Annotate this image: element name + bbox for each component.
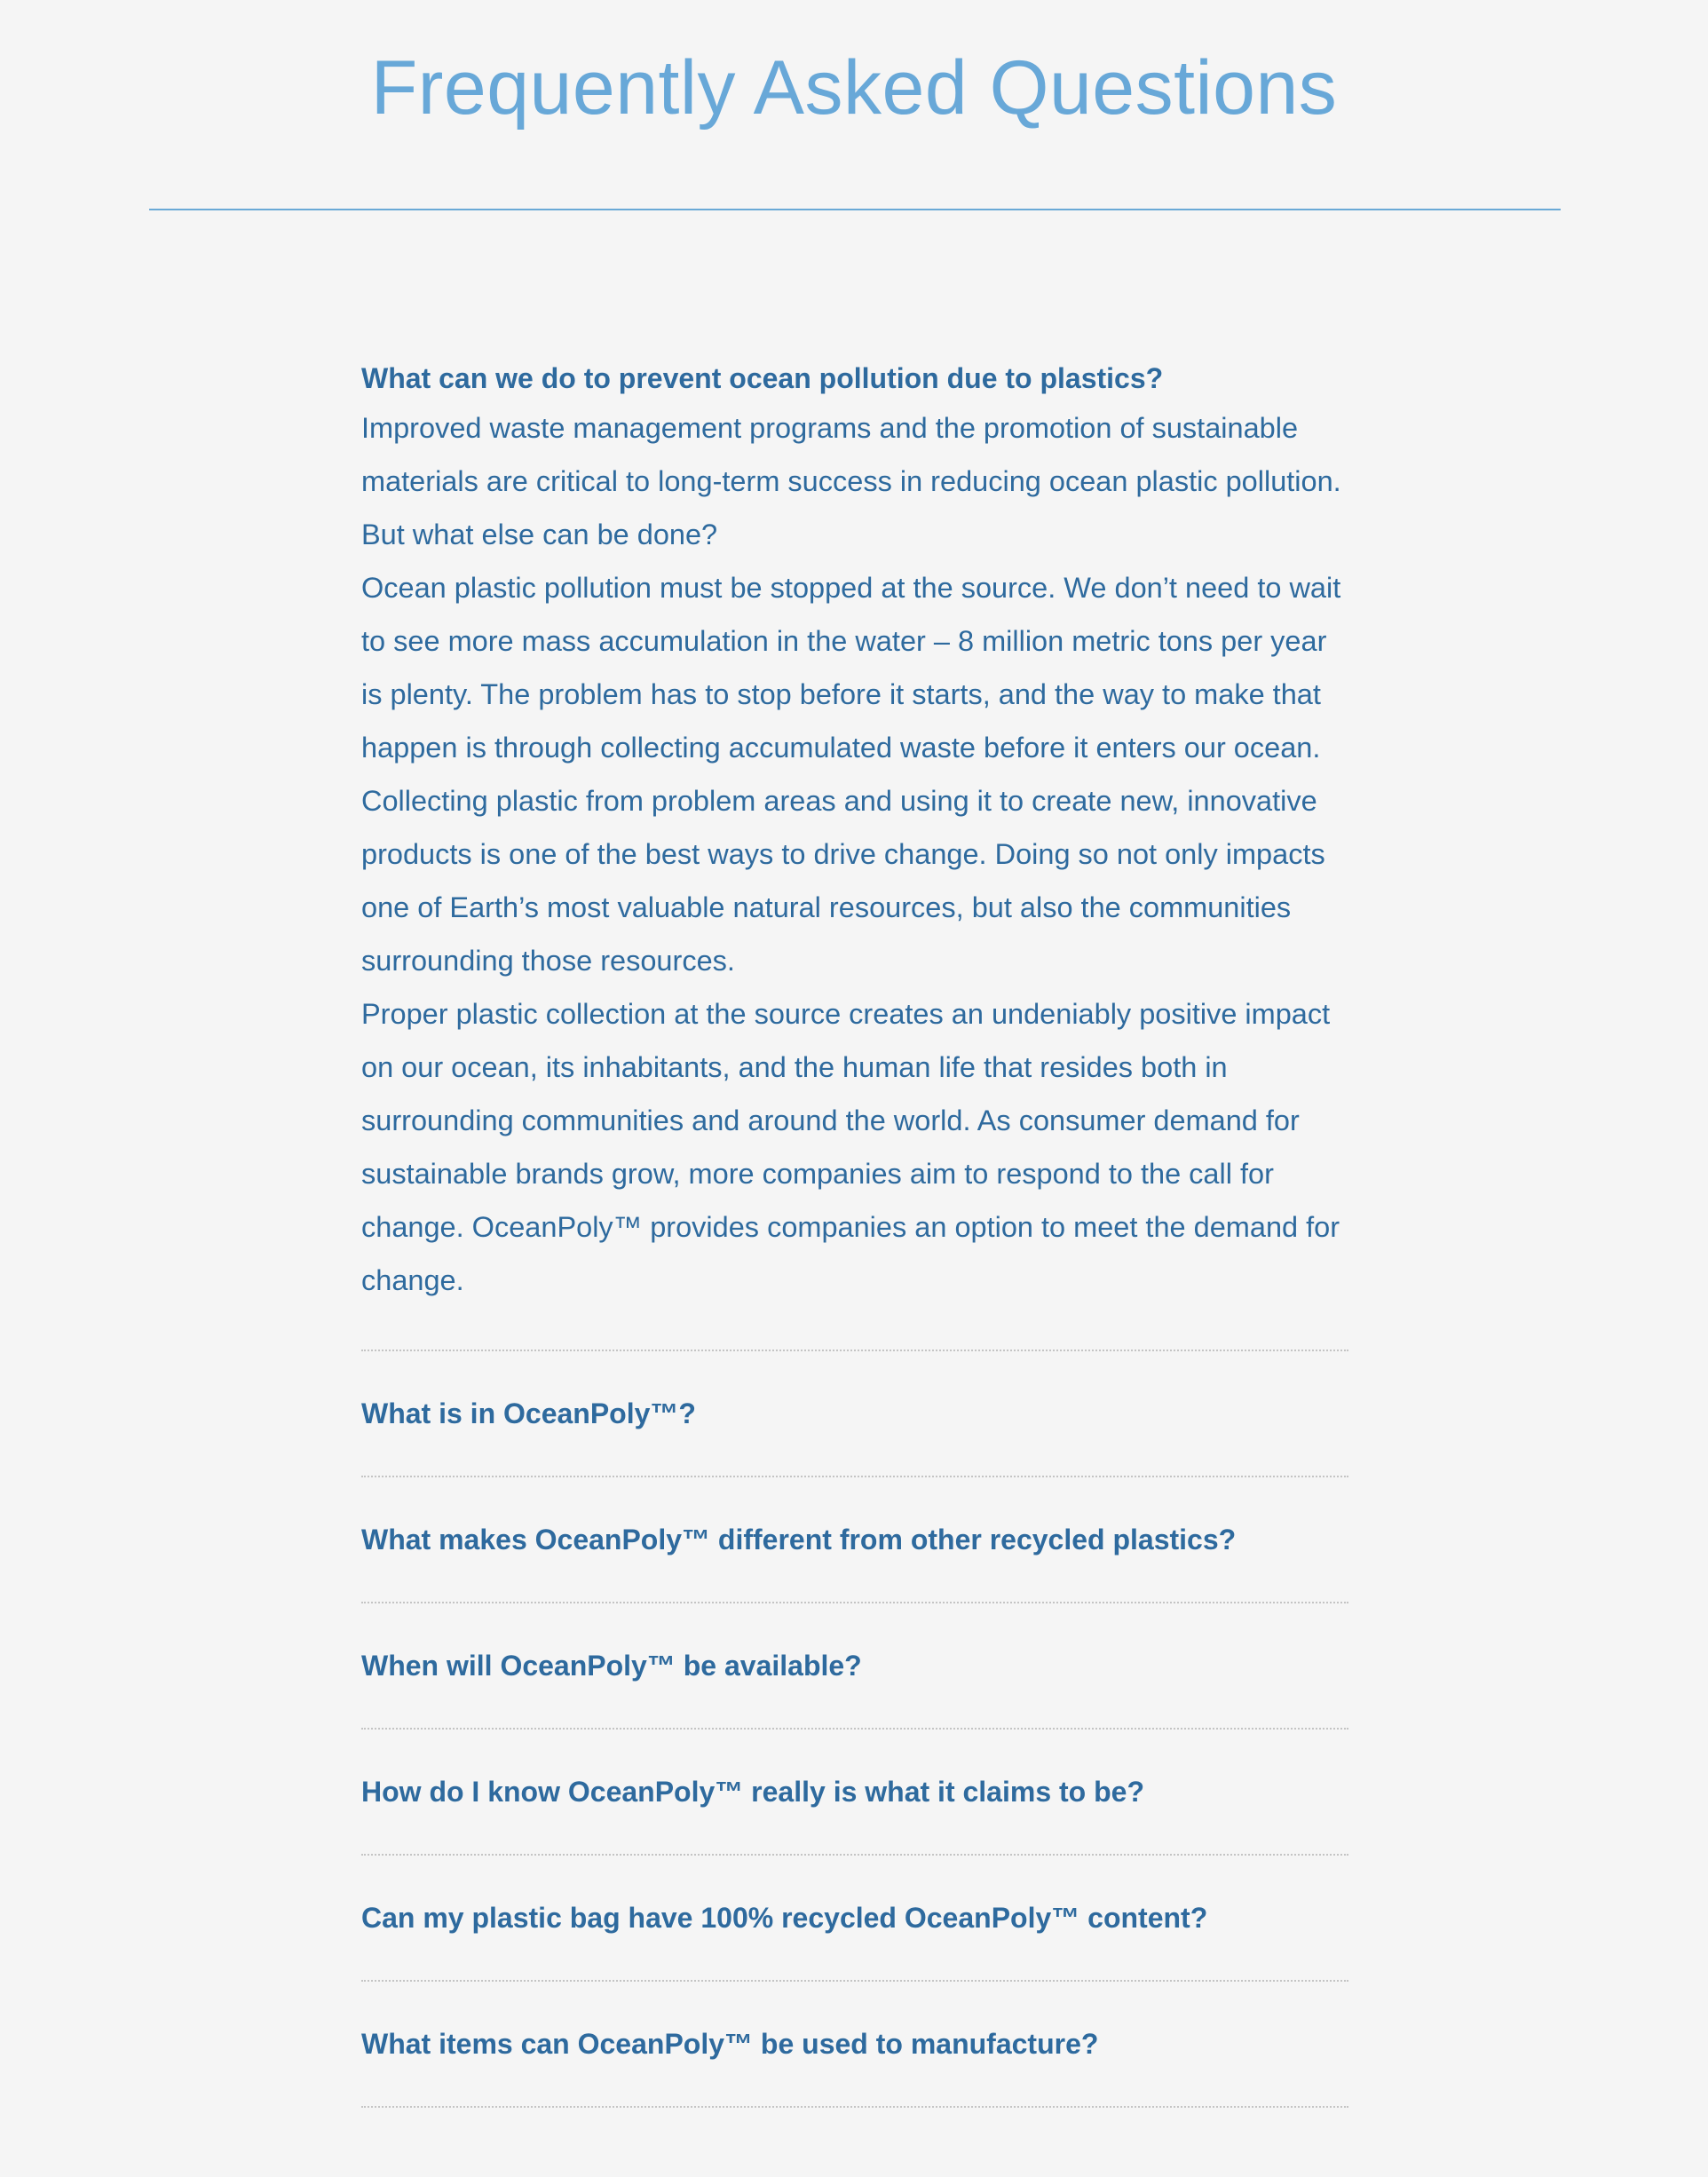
faq-item-what-is-in[interactable] [361,1351,1348,1477]
faq-question[interactable]: What can we do to prevent ocean pollution due to plastics? [361,362,1164,394]
faq-answer [361,401,1348,1307]
faq-question[interactable]: What makes OceanPoly™ different from other recycled plastics? [361,1523,1237,1556]
faq-question[interactable]: Can my plastic bag have 100% recycled OceanPoly™ content? [361,1901,1208,1934]
faq-answer-paragraph: Collecting plastic from problem areas and using it to create new, innovative products is one of the best ways to drive change. Doing so not only impacts one of Earth’s most valuable natural resources, but also the communities surrounding those resources. [361,785,1325,978]
faq-item-recycled-content[interactable] [361,1856,1348,1982]
faq-item-manufacture-uses[interactable] [361,1982,1348,2108]
faq-accordion [361,360,1348,2108]
faq-answer-paragraph: Proper plastic collection at the source creates an undeniably positive impact on our ocean, its inhabitants, and the human life that resides both in surrounding communities and around the world. As consumer demand for sustainable brands grow, more companies aim to respond to the call for change. OceanPoly™ provides companies an option to meet the demand for change. [361,998,1340,1297]
faq-answer-paragraph: Ocean plastic pollution must be stopped at the source. We don’t need to wait to see more mass accumulation in the water – 8 million metric tons per year is plenty. The problem has to stop before it starts, and the way to make that happen is through collecting accumulated waste before it enters our ocean. [361,572,1341,764]
faq-question[interactable]: When will OceanPoly™ be available? [361,1649,862,1682]
faq-item-availability[interactable] [361,1603,1348,1730]
faq-question[interactable]: How do I know OceanPoly™ really is what it claims to be? [361,1775,1144,1808]
faq-item-verification[interactable] [361,1730,1348,1856]
faq-item-what-makes-different[interactable] [361,1477,1348,1603]
faq-question[interactable]: What items can OceanPoly™ be used to manufacture? [361,2027,1099,2060]
faq-question[interactable]: What is in OceanPoly™? [361,1397,696,1429]
page-title: Frequently Asked Questions [370,45,1338,131]
faq-item-prevent-ocean-pollution [361,360,1348,1351]
title-divider [149,209,1561,210]
faq-answer-paragraph: Improved waste management programs and the promotion of sustainable materials are critical to long-term success in reducing ocean plastic pollution. But what else can be done? [361,412,1341,551]
